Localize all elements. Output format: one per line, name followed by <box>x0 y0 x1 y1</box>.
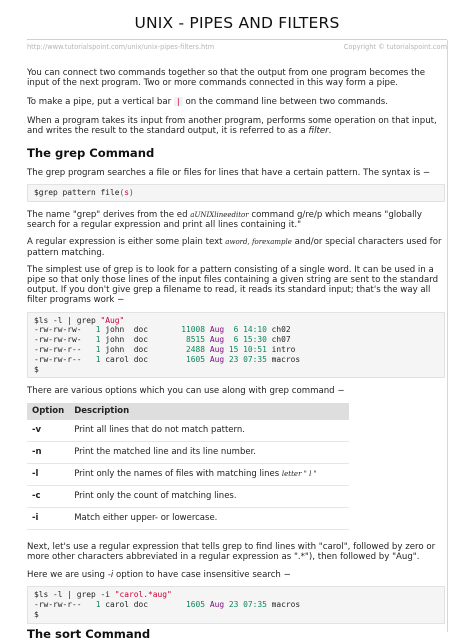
page-title: UNIX - PIPES AND FILTERS <box>134 14 340 32</box>
options-intro-paragraph: There are various options which you can use along with grep command − <box>27 386 345 397</box>
option-description: Print the matched line and its line number. <box>69 441 349 463</box>
table-row <box>27 441 349 463</box>
option-description: Print only the count of matching lines. <box>69 485 349 507</box>
grep-case-insensitive-code-block <box>27 586 445 623</box>
grep-usage-paragraph: The simplest use of grep is to look for a pattern consisting of a single word. It can be used in a pipe so that only those lines of the input files containing a given string are sent to the standard output. If you don't give grep a filename to read, it reads its standard input; that's the way all filter programs work − <box>27 264 439 306</box>
filter-term: filter <box>308 125 329 136</box>
document-body <box>27 68 445 641</box>
option-flag: -l <box>27 463 69 485</box>
code-output-line: -rw-rw-rw- 1 john doc 8515 Aug 6 15:30 ch07 <box>34 335 291 345</box>
table-row <box>27 485 349 507</box>
grep-syntax-block: $grep pattern file(s) <box>27 184 445 202</box>
code-prompt: $ <box>34 609 39 619</box>
code-command-line: $ls -l | grep "Aug" <box>34 315 125 325</box>
option-flag: -c <box>27 485 69 507</box>
right-margin-line <box>447 40 448 632</box>
option-flag: -i <box>27 507 69 529</box>
code-output-line: -rw-rw-rw- 1 john doc 11008 Aug 6 14:10 ch02 <box>34 325 291 335</box>
code-command-line: $ls -l | grep -i "carol.*aug" <box>34 590 172 600</box>
regex-example-paragraph: Next, let's use a regular expression that tells grep to find lines with "carol", followed by zero or more other characters abbreviated in a regular expression as ".*"), then followed by "Aug". <box>27 541 436 562</box>
option-description: Match either upper- or lowercase. <box>69 507 349 529</box>
code-output-line: -rw-rw-r-- 1 john doc 2488 Aug 15 10:51 intro <box>34 345 296 355</box>
table-row <box>27 420 349 442</box>
grep-intro-paragraph: The grep program searches a file or files for lines that have a certain pattern. The syntax is − <box>27 168 431 179</box>
option-description: Print all lines that do not match pattern. <box>69 420 349 442</box>
code-output-line: -rw-rw-r-- 1 carol doc 1605 Aug 23 07:35 macros <box>34 354 301 364</box>
header-divider <box>27 39 447 40</box>
filter-paragraph: When a program takes its input from another program, performs some operation on that input, and writes the result to the standard output, it is referred to as a filter. <box>27 115 437 136</box>
code-output-line: -rw-rw-r-- 1 carol doc 1605 Aug 23 07:35 macros <box>34 600 301 610</box>
grep-heading: The grep Command <box>27 146 155 161</box>
sort-heading: The sort Command <box>27 626 151 641</box>
code-output-rows <box>34 600 438 610</box>
option-flag: -v <box>27 420 69 442</box>
pipe-symbol: | <box>175 97 181 107</box>
option-description: Print only the names of files with matching lines letter " l " <box>69 463 349 485</box>
table-row <box>27 463 349 485</box>
intro-paragraph: You can connect two commands together so that the output from one program becomes the input of the next program. Two or more commands connected in this way form a pipe. <box>27 68 426 89</box>
copyright-notice: Copyright © tutorialspoint.com <box>343 43 447 51</box>
pipe-paragraph: To make a pipe, put a vertical bar | on the command line between two commands. <box>27 97 389 108</box>
source-url[interactable]: http://www.tutorialspoint.com/unix/unix-pipes-filters.htm <box>27 43 215 51</box>
case-insensitive-paragraph: Here we are using -i option to have case insensitive search − <box>27 570 291 581</box>
regex-paragraph: A regular expression is either some plain text aword, forexample and/or special characters used for pattern matching. <box>27 237 442 258</box>
option-column-header: Option <box>27 403 69 420</box>
code-output-rows <box>34 325 438 364</box>
grep-example-code-block <box>27 312 445 379</box>
grep-options-table <box>27 403 349 530</box>
code-prompt: $ <box>34 364 39 374</box>
table-row <box>27 507 349 529</box>
description-column-header: Description <box>69 403 349 420</box>
grep-name-paragraph: The name "grep" derives from the ed aUNIXlineeditor command g/re/p which means "globally search for a regular expression and print all lines containing it." <box>27 210 423 231</box>
option-flag: -n <box>27 441 69 463</box>
